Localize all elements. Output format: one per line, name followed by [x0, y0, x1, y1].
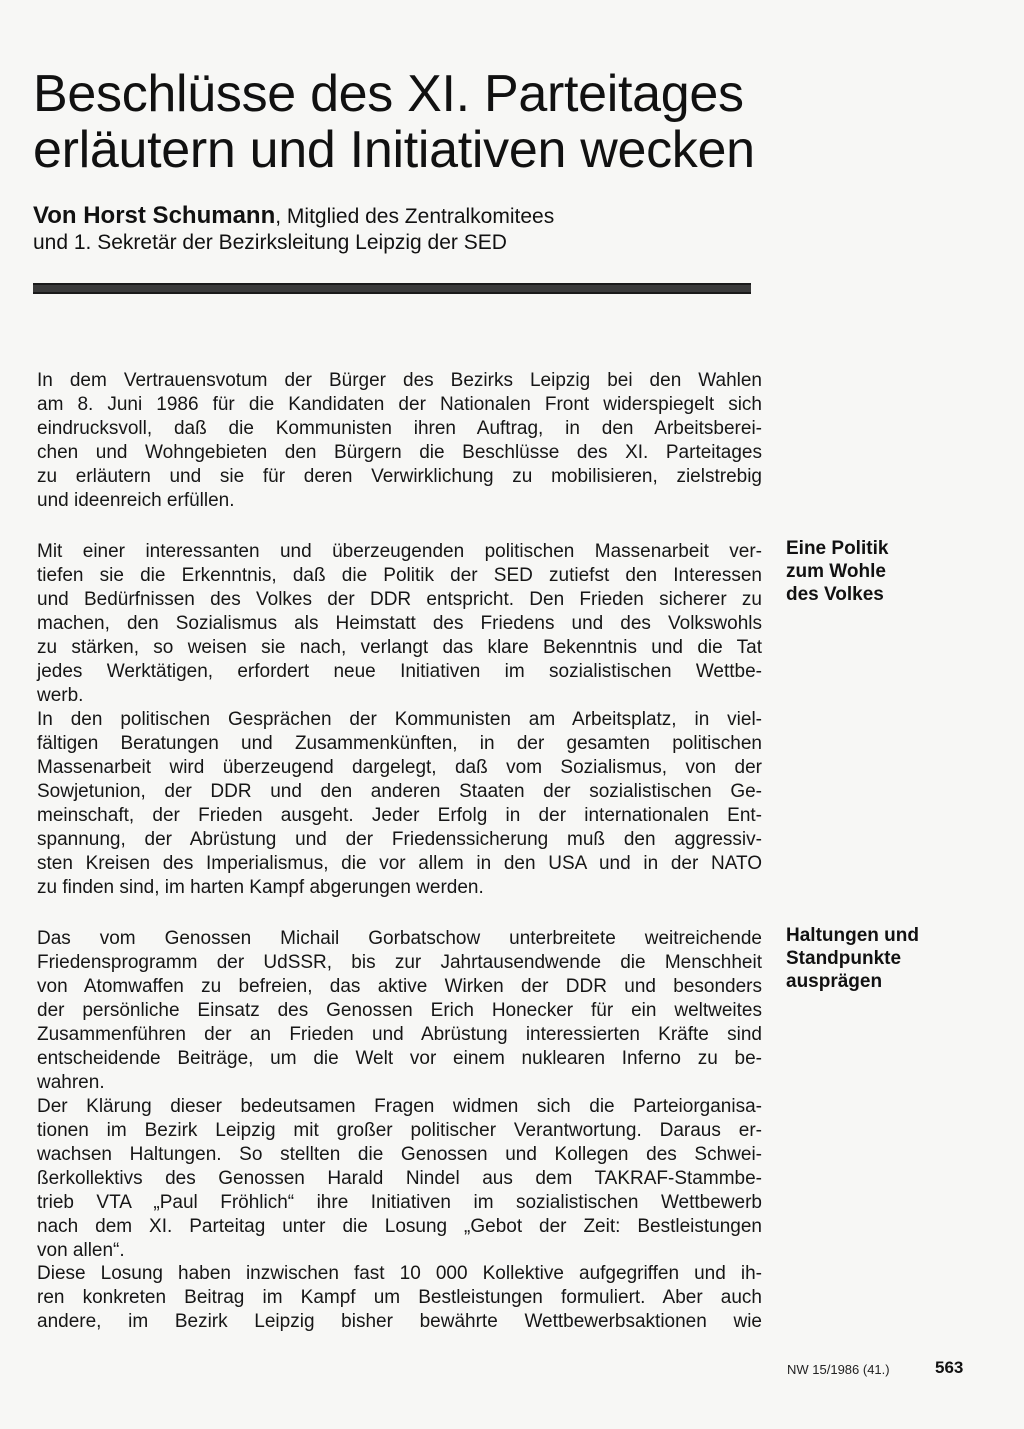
- text-line: nach dem XI. Parteitag unter die Losung „Gebot der Zeit: Bestleistungen: [37, 1216, 762, 1237]
- text-line: jedes Werktätigen, erfordert neue Initiativen im sozialistischen Wettbe-: [37, 661, 762, 682]
- page-number: 563: [935, 1358, 964, 1377]
- text-line: von allen“.: [37, 1240, 125, 1261]
- text-line: ßerkollektivs des Genossen Harald Nindel aus dem TAKRAF-Stammbe-: [37, 1168, 762, 1189]
- body-paragraph: [37, 708, 762, 900]
- text-line: der persönliche Einsatz des Genossen Erich Honecker für ein weltweites: [37, 1000, 762, 1021]
- text-line: Friedensprogramm der UdSSR, bis zur Jahrtausendwende die Menschheit: [37, 952, 762, 973]
- text-line: Diese Losung haben inzwischen fast 10 000 Kollektive aufgegriffen und ih-: [37, 1263, 762, 1284]
- text-line: trieb VTA „Paul Fröhlich“ ihre Initiativen im sozialistischen Wettbewerb: [37, 1192, 762, 1213]
- text-line: Der Klärung dieser bedeutsamen Fragen widmen sich die Parteiorganisa-: [37, 1096, 762, 1117]
- text-line: In dem Vertrauensvotum der Bürger des Bezirks Leipzig bei den Wahlen: [37, 370, 762, 391]
- author-role: , Mitglied des Zentralkomitees: [275, 205, 555, 228]
- text-line: ren konkreten Beitrag im Kampf um Bestleistungen formuliert. Aber auch: [37, 1287, 762, 1308]
- marginal-heading-line: Eine Politik: [786, 538, 889, 559]
- marginal-heading-line: Standpunkte: [786, 948, 902, 969]
- text-line: zu erläutern und sie für deren Verwirklichung zu mobilisieren, zielstrebig: [37, 466, 762, 487]
- body-paragraph: [37, 1262, 762, 1334]
- marginal-heading-line: ausprägen: [786, 971, 883, 992]
- marginal-heading-line: zum Wohle: [786, 561, 886, 582]
- text-line: meinschaft, der Frieden ausgeht. Jeder Erfolg in der internationalen Ent-: [37, 805, 762, 826]
- text-line: sten Kreisen des Imperialismus, die vor allem in den USA und in der NATO: [37, 853, 762, 874]
- marginal-heading-line: Haltungen und: [786, 925, 919, 946]
- text-line: andere, im Bezirk Leipzig bisher bewährte Wettbewerbsaktionen wie: [37, 1311, 762, 1332]
- byline-prefix: Von: [33, 202, 84, 229]
- text-line: und Bedürfnissen des Volkes der DDR entspricht. Den Frieden sicherer zu: [37, 589, 762, 610]
- marginal-heading: [786, 924, 956, 993]
- title-line: Beschlüsse des XI. Parteitages: [33, 65, 744, 123]
- text-line: und ideenreich erfüllen.: [37, 490, 235, 511]
- byline-line: [33, 203, 793, 230]
- text-line: In den politischen Gesprächen der Kommunisten am Arbeitsplatz, in viel-: [37, 709, 762, 730]
- text-line: Sowjetunion, der DDR und den anderen Staaten der sozialistischen Ge-: [37, 781, 762, 802]
- text-line: werb.: [37, 685, 84, 706]
- title-line: erläutern und Initiativen wecken: [33, 121, 755, 179]
- title-rule-divider: [33, 283, 751, 294]
- byline: [33, 203, 793, 256]
- text-line: Massenarbeit wird überzeugend dargelegt, daß vom Sozialismus, von der: [37, 757, 762, 778]
- marginal-heading: [786, 537, 956, 606]
- text-line: von Atomwaffen zu befreien, das aktive Wirken der DDR und besonders: [37, 976, 762, 997]
- text-line: tiefen sie die Erkenntnis, daß die Politik der SED zutiefst den Interessen: [37, 565, 762, 586]
- text-line: spannung, der Abrüstung und der Friedenssicherung muß den aggressiv-: [37, 829, 762, 850]
- text-line: Mit einer interessanten und überzeugenden politischen Massenarbeit ver-: [37, 541, 762, 562]
- text-line: am 8. Juni 1986 für die Kandidaten der Nationalen Front widerspiegelt sich: [37, 394, 762, 415]
- text-line: Zusammenführen der an Frieden und Abrüstung interessierten Kräfte sind: [37, 1024, 762, 1045]
- issue-reference: NW 15/1986 (41.): [787, 1362, 890, 1377]
- text-line: fältigen Beratungen und Zusammenkünften, in der gesamten politischen: [37, 733, 762, 754]
- author-role-continued: und 1. Sekretär der Bezirksleitung Leipzig der SED: [33, 231, 507, 254]
- text-line: zu stärken, so weisen sie nach, verlangt das klare Bekenntnis und die Tat: [37, 637, 762, 658]
- text-line: chen und Wohngebieten den Bürgern die Beschlüsse des XI. Parteitages: [37, 442, 762, 463]
- text-line: machen, den Sozialismus als Heimstatt des Friedens und des Volkswohls: [37, 613, 762, 634]
- text-line: eindrucksvoll, daß die Kommunisten ihren Auftrag, in den Arbeitsberei-: [37, 418, 762, 439]
- text-line: entscheidende Beiträge, um die Welt vor einem nuklearen Inferno zu be-: [37, 1048, 762, 1069]
- marginal-heading-line: des Volkes: [786, 584, 884, 605]
- article-title: [33, 66, 933, 178]
- text-line: Das vom Genossen Michail Gorbatschow unterbreitete weitreichende: [37, 928, 762, 949]
- body-paragraph: [37, 1095, 762, 1263]
- text-line: tionen im Bezirk Leipzig mit großer politischer Verantwortung. Daraus er-: [37, 1120, 762, 1141]
- text-line: wachsen Haltungen. So stellten die Genossen und Kollegen des Schwei-: [37, 1144, 762, 1165]
- text-line: zu finden sind, im harten Kampf abgerungen werden.: [37, 877, 484, 898]
- body-paragraph: [37, 927, 762, 1095]
- author-name: Horst Schumann: [83, 202, 276, 229]
- body-paragraph: [37, 540, 762, 708]
- text-line: wahren.: [37, 1072, 105, 1093]
- body-paragraph: [37, 369, 762, 513]
